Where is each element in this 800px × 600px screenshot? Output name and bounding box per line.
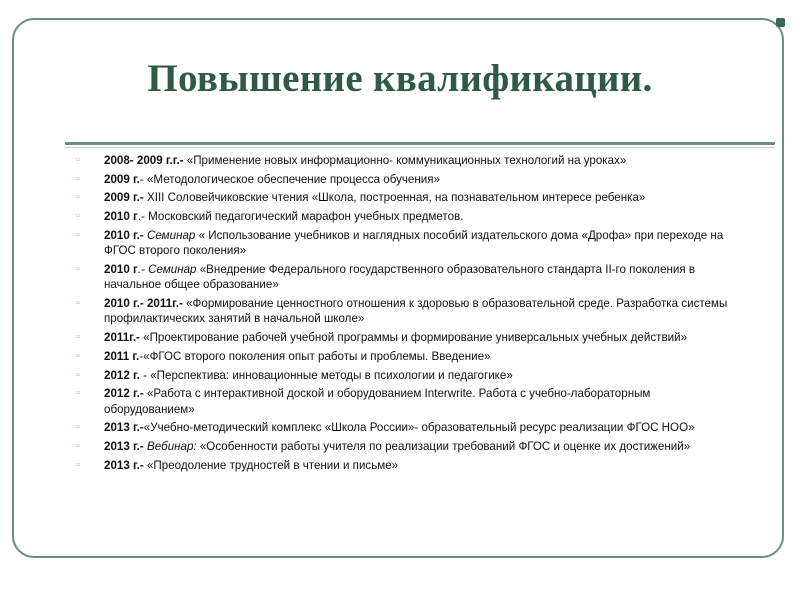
item-text: «Преодоление трудностей в чтении и письме» bbox=[143, 458, 399, 472]
item-date: 2010 г bbox=[104, 262, 138, 276]
item-date: 2011г.- bbox=[104, 331, 140, 345]
bullet-icon: ▫ bbox=[76, 262, 80, 275]
list-item bbox=[76, 368, 736, 383]
item-date: 2010 г.- bbox=[104, 228, 144, 242]
bullet-icon: ▫ bbox=[76, 154, 80, 166]
bullet-icon: ▫ bbox=[76, 349, 80, 362]
item-text: «Проектирование рабочей учебной программы и формирование универсальных учебных действий» bbox=[139, 331, 688, 345]
item-date: 2012 г. bbox=[104, 368, 140, 382]
item-text: XIII Соловейчиковские чтения «Школа, построенная, на познавательном интересе ребенка» bbox=[143, 191, 646, 205]
item-date: 2011 г. bbox=[104, 349, 140, 363]
list-item bbox=[76, 190, 736, 205]
list-item bbox=[76, 386, 736, 417]
item-text: «Работа с интерактивной доской и оборудованием Interwrite. Работа с учебно-лабораторным оборудованием» bbox=[104, 387, 651, 416]
bullet-icon: ▫ bbox=[76, 387, 80, 400]
item-type: .- Семинар bbox=[137, 262, 197, 276]
list-item bbox=[76, 330, 736, 345]
item-date: 2010 г bbox=[104, 210, 138, 224]
list-item bbox=[76, 439, 736, 454]
item-date: 2013 г.- bbox=[104, 421, 144, 435]
item-date: 2009 г.- bbox=[104, 191, 144, 205]
list-item bbox=[76, 420, 736, 435]
bullet-icon: ▫ bbox=[76, 191, 80, 204]
item-date: 2012 г.- bbox=[104, 387, 144, 401]
list-item bbox=[76, 209, 736, 224]
item-text: «Особенности работы учителя по реализации требований ФГОС и оценке их достижений» bbox=[196, 440, 691, 454]
bullet-icon: ▫ bbox=[76, 368, 80, 381]
item-text: - «Перспектива: инновационные методы в психологии и педагогике» bbox=[139, 368, 513, 382]
bullet-icon: ▫ bbox=[76, 331, 80, 344]
list-item bbox=[76, 228, 736, 259]
bullet-icon: ▫ bbox=[76, 172, 80, 185]
item-type: Семинар bbox=[143, 228, 196, 242]
item-text: «Внедрение Федерального государственного образовательного стандарта II-го поколения в начальное общее образование» bbox=[104, 262, 696, 292]
item-date: 2010 г.- 2011г.- bbox=[104, 297, 183, 311]
item-type: Вебинар: bbox=[143, 440, 197, 454]
bullet-icon: ▫ bbox=[76, 297, 80, 310]
list-item bbox=[76, 153, 736, 168]
item-text: -«ФГОС второго поколения опыт работы и проблемы. Введение» bbox=[139, 349, 491, 363]
item-date: 2013 г.- bbox=[104, 458, 144, 472]
list-item bbox=[76, 262, 736, 293]
bullet-icon: ▫ bbox=[76, 421, 80, 434]
title-divider-thin bbox=[65, 147, 775, 148]
item-text: «Формирование ценностного отношения к здоровью в образовательной среде. Разработка системы профилактических занятий в начальной школе» bbox=[104, 297, 728, 326]
title-divider bbox=[65, 142, 775, 145]
list-item bbox=[76, 296, 736, 327]
item-text: « Использование учебников и наглядных пособий издательского дома «Дрофа» при переходе на ФГОС второго поколения» bbox=[104, 228, 724, 258]
item-text: «Учебно-методический комплекс «Школа России»- образовательный ресурс реализации ФГОС НОО» bbox=[143, 421, 695, 435]
item-text: .- Московский педагогический марафон учебных предметов. bbox=[137, 210, 464, 224]
list-item bbox=[76, 349, 736, 364]
bullet-icon: ▫ bbox=[76, 440, 80, 453]
corner-accent bbox=[776, 18, 785, 27]
item-date: 2009 г. bbox=[104, 172, 140, 186]
list-item bbox=[76, 172, 736, 187]
bullet-icon: ▫ bbox=[76, 210, 80, 223]
item-date: 2008- 2009 г.г.- bbox=[104, 154, 184, 167]
item-text: - «Методологическое обеспечение процесса обучения» bbox=[139, 172, 440, 186]
qualification-list bbox=[76, 153, 736, 476]
item-text: «Применение новых информационно- коммуникационных технологий на уроках» bbox=[183, 154, 627, 167]
list-item bbox=[76, 458, 736, 473]
bullet-icon: ▫ bbox=[76, 228, 80, 241]
slide-title: Повышение квалификации. bbox=[147, 57, 653, 100]
item-date: 2013 г.- bbox=[104, 440, 144, 454]
bullet-icon: ▫ bbox=[76, 458, 80, 471]
